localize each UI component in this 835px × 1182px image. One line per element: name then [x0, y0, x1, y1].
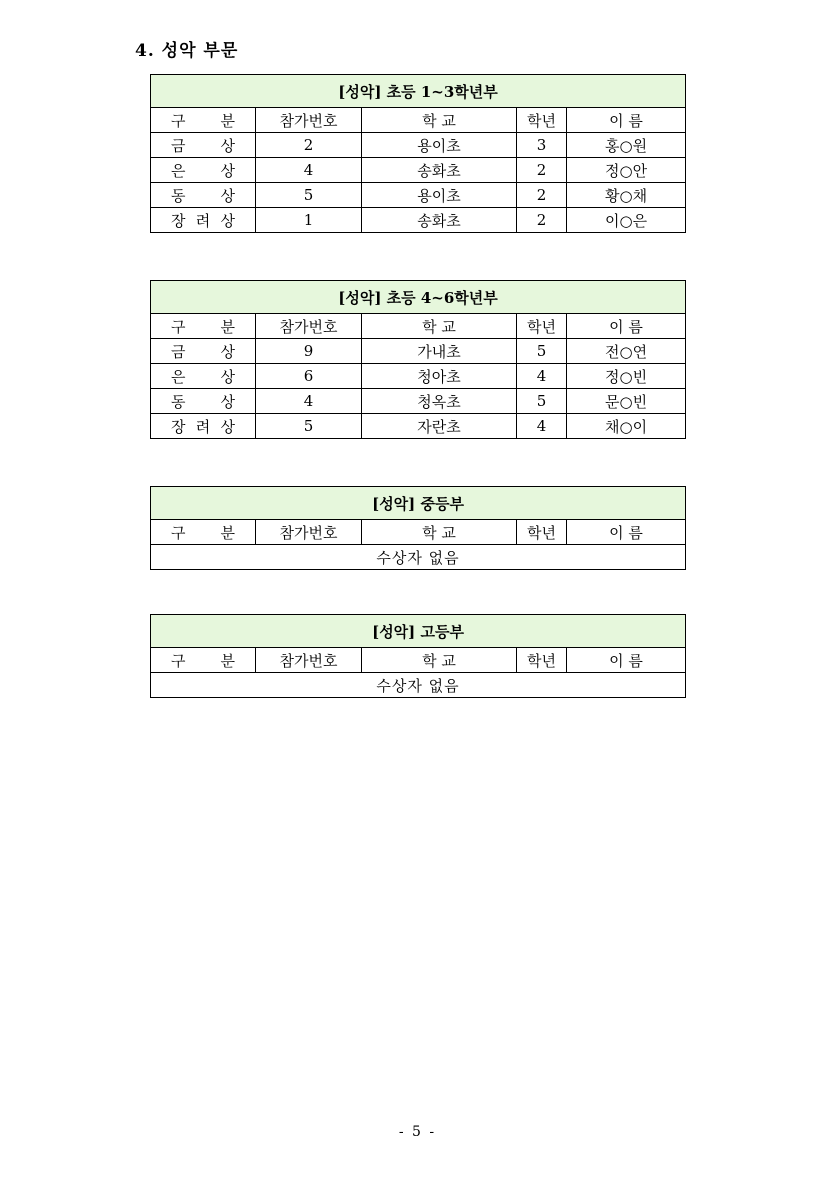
page-number: - 5 -: [398, 1124, 437, 1140]
table-row: [151, 414, 686, 439]
award-category: 금 상: [151, 133, 256, 158]
header-category: 구 분: [151, 520, 256, 545]
award-table-elementary-4-6: [150, 280, 686, 439]
entry-number: 9: [256, 339, 362, 364]
header-row: [151, 520, 686, 545]
award-category: 금 상: [151, 339, 256, 364]
student-name: 정○빈: [567, 364, 686, 389]
grade: 5: [517, 339, 567, 364]
student-name: 이○은: [567, 208, 686, 233]
entry-number: 6: [256, 364, 362, 389]
header-row: [151, 648, 686, 673]
table-row: [151, 208, 686, 233]
grade: 3: [517, 133, 567, 158]
entry-number: 5: [256, 183, 362, 208]
school: 청아초: [362, 364, 517, 389]
table-row: [151, 364, 686, 389]
section-heading: 4. 성악 부문: [135, 41, 239, 61]
table-row: [151, 545, 686, 570]
header-category: 구 분: [151, 648, 256, 673]
award-table-elementary-1-3: [150, 74, 686, 233]
header-row: [151, 314, 686, 339]
no-award-message: 수상자 없음: [151, 673, 686, 698]
header-grade: 학년: [517, 108, 567, 133]
entry-number: 4: [256, 389, 362, 414]
entry-number: 1: [256, 208, 362, 233]
student-name: 정○안: [567, 158, 686, 183]
school: 자란초: [362, 414, 517, 439]
header-school: 학 교: [362, 108, 517, 133]
header-entry-number: 참가번호: [256, 108, 362, 133]
grade: 5: [517, 389, 567, 414]
school: 가내초: [362, 339, 517, 364]
entry-number: 5: [256, 414, 362, 439]
no-award-message: 수상자 없음: [151, 545, 686, 570]
table-row: [151, 673, 686, 698]
student-name: 채○이: [567, 414, 686, 439]
student-name: 문○빈: [567, 389, 686, 414]
header-name: 이 름: [567, 520, 686, 545]
student-name: 전○연: [567, 339, 686, 364]
student-name: 황○채: [567, 183, 686, 208]
header-category: 구 분: [151, 314, 256, 339]
header-school: 학 교: [362, 314, 517, 339]
header-school: 학 교: [362, 520, 517, 545]
header-school: 학 교: [362, 648, 517, 673]
header-name: 이 름: [567, 314, 686, 339]
grade: 4: [517, 364, 567, 389]
entry-number: 2: [256, 133, 362, 158]
table-title: [성악] 초등 1~3학년부: [151, 75, 686, 108]
student-name: 홍○원: [567, 133, 686, 158]
school: 송화초: [362, 158, 517, 183]
header-name: 이 름: [567, 108, 686, 133]
header-grade: 학년: [517, 314, 567, 339]
table-title: [성악] 고등부: [151, 615, 686, 648]
header-name: 이 름: [567, 648, 686, 673]
entry-number: 4: [256, 158, 362, 183]
school: 용이초: [362, 133, 517, 158]
table-title: [성악] 초등 4~6학년부: [151, 281, 686, 314]
header-grade: 학년: [517, 520, 567, 545]
award-category: 동 상: [151, 389, 256, 414]
school: 용이초: [362, 183, 517, 208]
grade: 4: [517, 414, 567, 439]
award-category: 은 상: [151, 364, 256, 389]
table-row: [151, 158, 686, 183]
award-table-high-school: [150, 614, 686, 698]
table-row: [151, 133, 686, 158]
award-category: 은 상: [151, 158, 256, 183]
award-category: 동 상: [151, 183, 256, 208]
header-row: [151, 108, 686, 133]
award-category: 장 려 상: [151, 414, 256, 439]
header-entry-number: 참가번호: [256, 314, 362, 339]
award-table-middle-school: [150, 486, 686, 570]
header-category: 구 분: [151, 108, 256, 133]
grade: 2: [517, 183, 567, 208]
school: 송화초: [362, 208, 517, 233]
table-row: [151, 389, 686, 414]
award-category: 장 려 상: [151, 208, 256, 233]
header-grade: 학년: [517, 648, 567, 673]
table-row: [151, 339, 686, 364]
school: 청옥초: [362, 389, 517, 414]
header-entry-number: 참가번호: [256, 648, 362, 673]
header-entry-number: 참가번호: [256, 520, 362, 545]
table-row: [151, 183, 686, 208]
grade: 2: [517, 208, 567, 233]
table-title: [성악] 중등부: [151, 487, 686, 520]
grade: 2: [517, 158, 567, 183]
